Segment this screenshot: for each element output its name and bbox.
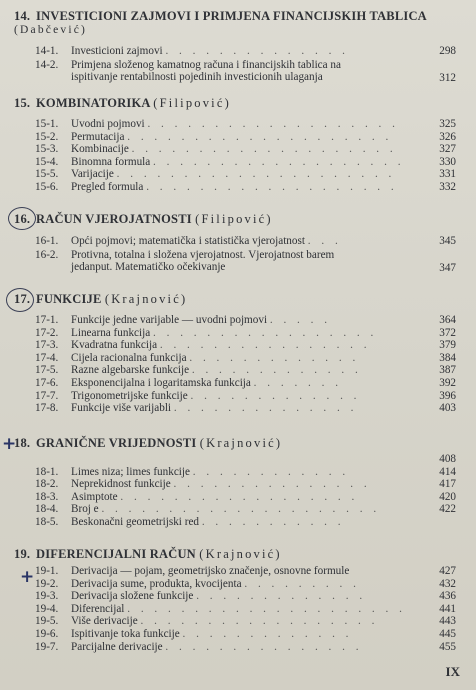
- chapter-number: 15.: [14, 96, 31, 110]
- entry-text-continued: jedanput. Matematičko očekivanje: [71, 261, 226, 274]
- toc-entry: [14, 314, 464, 327]
- entry-number: 19-7.: [35, 640, 59, 653]
- entry-page: 436: [439, 590, 456, 603]
- entry-text: Permutacija: [71, 130, 125, 143]
- pen-circle-mark: [6, 288, 34, 312]
- entry-page: 455: [439, 640, 456, 653]
- toc-entry: [14, 466, 464, 479]
- chapter-author: (Krajnović): [199, 436, 283, 450]
- chapter-number: 19.: [14, 547, 31, 561]
- entry-number: 16-2.: [35, 248, 59, 261]
- entry-text: Više derivacije: [71, 615, 138, 628]
- entry-text: Derivacija sume, produkta, kvocijenta: [71, 577, 242, 590]
- toc-entry: [14, 491, 464, 504]
- toc-entry: [14, 402, 464, 415]
- page-numeral: IX: [445, 664, 460, 679]
- chapter-heading: [14, 96, 464, 110]
- entry-page: 403: [439, 402, 456, 415]
- toc-entry: [14, 364, 464, 377]
- leader-dots: . . . . . . .: [253, 376, 343, 389]
- entry-page: 345: [439, 235, 456, 247]
- entry-number: 18-4.: [35, 503, 59, 516]
- leader-dots: . . . . . . . . . . . . .: [182, 627, 353, 640]
- entry-page: 332: [439, 180, 456, 193]
- chapter-heading: [14, 436, 464, 450]
- entry-text: Trigonometrijske funkcije: [71, 389, 188, 402]
- leader-dots: . . . . . . . . . . . . . . . . . . . . .: [101, 503, 381, 516]
- toc-entry: [14, 565, 464, 578]
- toc-entry: [14, 628, 464, 641]
- chapter-author: (Filipović): [195, 212, 273, 226]
- entry-page: 325: [439, 118, 456, 130]
- toc-entry: [14, 45, 464, 58]
- chapter-number: 18.: [14, 436, 31, 450]
- entry-number: 19-6.: [35, 627, 59, 640]
- entry-number: 17-2.: [35, 326, 59, 339]
- leader-dots: . . . . . . . . . . . . . . . . . . . . .: [127, 602, 406, 615]
- toc-entry: [14, 131, 464, 144]
- toc-entry: [14, 578, 464, 591]
- entry-text: Limes niza; limes funkcije: [71, 465, 190, 478]
- entry-text: Investicioni zajmovi: [71, 45, 163, 57]
- entry-page: 384: [439, 351, 456, 364]
- chapter-author: (Krajnović): [199, 547, 282, 561]
- chapter-15: [14, 96, 464, 194]
- toc-entry: [14, 590, 464, 603]
- toc-entry: [14, 168, 464, 181]
- leader-dots: . . . . . . . . . . . . . . . . . . .: [147, 118, 399, 130]
- chapter-title: GRANIČNE VRIJEDNOSTI: [36, 436, 197, 450]
- entry-page: 445: [439, 627, 456, 640]
- entry-number: 16-1.: [35, 235, 59, 247]
- toc-entry: [14, 59, 464, 84]
- chapter-number: 17.: [14, 292, 31, 306]
- chapter-title: FUNKCIJE: [36, 292, 102, 306]
- leader-dots: . . . . . . . . . . . . . . . .: [159, 339, 371, 352]
- entry-page: 427: [439, 565, 456, 577]
- toc-entry: [14, 453, 464, 466]
- leader-dots: . . . . . . . . . . . . . . . . . . . . .: [116, 168, 396, 181]
- entry-number: 17-3.: [35, 339, 59, 352]
- entry-text: Beskonačni geometrijski red: [71, 515, 200, 528]
- leader-dots: . . . . . . . . . . . .: [192, 465, 350, 478]
- entry-text: Derivacija — pojam, geometrijsko značenje, osnovne formule: [71, 565, 350, 577]
- entry-number: 19-4.: [35, 602, 59, 615]
- entry-text: Binomna formula: [71, 155, 151, 168]
- entry-page: 417: [439, 478, 456, 491]
- leader-dots: . . . . . . . . . . . . .: [191, 364, 362, 377]
- leader-dots: . . . . . . . . . . . . . . .: [165, 640, 363, 653]
- entry-number: 19-1.: [35, 565, 59, 577]
- leader-dots: . . . . . . . . . . . . . . . . .: [153, 326, 378, 339]
- entry-text: Varijacije: [71, 168, 114, 181]
- entry-page: 326: [439, 130, 456, 143]
- leader-dots: . . . . . . . . . . . . . . . . . . .: [153, 155, 405, 168]
- entry-number: 15-3.: [35, 143, 59, 156]
- entry-page: 312: [439, 71, 456, 84]
- toc-entry: [14, 516, 464, 529]
- entry-text: Ispitivanje toka funkcije: [71, 627, 180, 640]
- entry-page: 364: [439, 314, 456, 326]
- entry-number: 17-8.: [35, 402, 59, 415]
- chapter-heading: [14, 9, 464, 23]
- entry-text: Cijela racionalna funkcija: [71, 351, 187, 364]
- toc-entry: [14, 327, 464, 340]
- entry-page: 422: [439, 503, 456, 516]
- chapter-author: (Dabčević): [14, 24, 88, 36]
- entry-page: 392: [439, 376, 456, 389]
- entry-text-continued: ispitivanje rentabilnosti pojedinih investicionih ulaganja: [71, 71, 323, 84]
- entry-number: 14-1.: [35, 45, 59, 57]
- leader-dots: . . . . . . . . . . . . . .: [173, 402, 358, 415]
- chapter-author: (Filipović): [153, 96, 231, 110]
- entry-text: Protivna, totalna i složena vjerojatnost. Vjerojatnost barem: [71, 248, 335, 261]
- entry-text: Funkcije jedne varijable — uvodni pojmovi: [71, 314, 268, 326]
- toc-entry: [14, 352, 464, 365]
- entry-page: 414: [439, 465, 456, 478]
- entry-number: 18-2.: [35, 478, 59, 491]
- entry-page: 420: [439, 490, 456, 503]
- entry-text: Uvodni pojmovi: [71, 118, 145, 130]
- entry-page: 327: [439, 143, 456, 156]
- chapter-title: INVESTICIONI ZAJMOVI I PRIMJENA FINANCIJSKIH TABLICA: [36, 9, 427, 23]
- entry-number: 14-2.: [35, 58, 59, 71]
- leader-dots: . . . . . . . . . . . . . .: [165, 45, 349, 57]
- chapter-19: [14, 547, 464, 653]
- pen-cross-mark: +: [20, 567, 35, 587]
- leader-dots: . . . . . . . . . . . . . . . . . . . .: [131, 143, 397, 156]
- entry-page: 408: [439, 453, 456, 465]
- entry-page: 298: [439, 45, 456, 57]
- chapter-17: [14, 292, 464, 415]
- entry-page: 330: [439, 155, 456, 168]
- chapter-heading: [14, 292, 464, 306]
- toc-entry: [14, 615, 464, 628]
- chapter-author: (Krajnović): [104, 292, 188, 306]
- chapter-title: KOMBINATORIKA: [36, 96, 150, 110]
- entry-number: 19-5.: [35, 615, 59, 628]
- chapter-title: DIFERENCIJALNI RAČUN: [36, 547, 196, 561]
- entry-text: Diferencijal: [71, 602, 125, 615]
- chapter-18: [14, 436, 464, 529]
- leader-dots: . . . . . . . . . . . . . . . . . . .: [146, 180, 398, 193]
- entry-number: 15-1.: [35, 118, 59, 130]
- entry-text: Kombinacije: [71, 143, 129, 156]
- entry-number: 17-1.: [35, 314, 59, 326]
- chapter-number: 16.: [14, 212, 31, 226]
- entry-text: Derivacija složene funkcije: [71, 590, 194, 603]
- leader-dots: . . . . . . . . . . . . .: [190, 389, 361, 402]
- entry-text: Linearna funkcija: [71, 326, 151, 339]
- entry-text: Funkcije više varijabli: [71, 402, 172, 415]
- entry-page: 372: [439, 326, 456, 339]
- entry-number: 19-2.: [35, 577, 59, 590]
- entry-text: Opći pojmovi; matematička i statistička vjerojatnost: [71, 235, 305, 247]
- leader-dots: . . . . . . . . . . . . . . . . . .: [140, 615, 379, 628]
- leader-dots: . . . . . . . . . . . . . . . . . .: [120, 490, 359, 503]
- entry-number: 15-2.: [35, 130, 59, 143]
- toc-entry: [14, 503, 464, 516]
- leader-dots: . . . . . . . . . . . . . . . . . . . .: [127, 130, 393, 143]
- toc-entry: [14, 478, 464, 491]
- chapter-16: [14, 212, 464, 274]
- entry-text: Neprekidnost funkcije: [71, 478, 171, 491]
- toc-entry: [14, 181, 464, 194]
- chapter-title: RAČUN VJEROJATNOSTI: [36, 212, 192, 226]
- entry-number: 17-6.: [35, 376, 59, 389]
- entry-page: 432: [439, 577, 456, 590]
- toc-entry: [14, 118, 464, 131]
- toc-entry: [14, 641, 464, 654]
- entry-number: 15-4.: [35, 155, 59, 168]
- toc-entry: [14, 143, 464, 156]
- entry-number: 17-5.: [35, 364, 59, 377]
- chapter-heading: [14, 547, 464, 561]
- leader-dots: . . . . . . . . . . . . .: [196, 590, 367, 603]
- entry-page: 387: [439, 364, 456, 377]
- entry-page: 379: [439, 339, 456, 352]
- entry-page: 441: [439, 602, 456, 615]
- pen-circle-mark: [8, 207, 36, 230]
- toc-entry: [14, 156, 464, 169]
- entry-number: 18-1.: [35, 465, 59, 478]
- toc-entry: [14, 603, 464, 616]
- entry-number: 19-3.: [35, 590, 59, 603]
- entry-text: Razne algebarske funkcije: [71, 364, 190, 377]
- toc-entry: [14, 377, 464, 390]
- entry-text: Broj e: [71, 503, 99, 516]
- entry-number: 17-4.: [35, 351, 59, 364]
- entry-text: Primjena složenog kamatnog računa i financijskih tablica na: [71, 58, 341, 71]
- toc-entry: [14, 235, 464, 248]
- leader-dots: . . . . . . . . . . . . . . .: [173, 478, 371, 491]
- entry-text: Kvadratna funkcija: [71, 339, 158, 352]
- leader-dots: . . . . . . . . . . . . .: [189, 351, 360, 364]
- entry-number: 15-6.: [35, 180, 59, 193]
- leader-dots: . . . . .: [269, 314, 332, 326]
- pen-cross-mark: +: [2, 434, 17, 454]
- leader-dots: . . . . . . . . .: [244, 577, 360, 590]
- entry-page: 396: [439, 389, 456, 402]
- entry-page: 331: [439, 168, 456, 181]
- leader-dots: . . .: [307, 235, 342, 247]
- entry-number: 18-5.: [35, 515, 59, 528]
- chapter-number: 14.: [14, 9, 31, 23]
- toc-entry: [14, 249, 464, 274]
- entry-text: Eksponencijalna i logaritamska funkcija: [71, 376, 251, 389]
- entry-text: Parcijalne derivacije: [71, 640, 163, 653]
- entry-page: 347: [439, 261, 456, 274]
- entry-text: Pregled formula: [71, 180, 144, 193]
- toc-entry: [14, 390, 464, 403]
- entry-number: 17-7.: [35, 389, 59, 402]
- entry-text: Asimptote: [71, 490, 118, 503]
- entry-number: 18-3.: [35, 490, 59, 503]
- entry-number: 15-5.: [35, 168, 59, 181]
- entry-page: 443: [439, 615, 456, 628]
- chapter-heading: [14, 212, 464, 226]
- chapter-14: [14, 9, 464, 84]
- toc-entry: [14, 339, 464, 352]
- leader-dots: . . . . . . . . . . .: [201, 515, 345, 528]
